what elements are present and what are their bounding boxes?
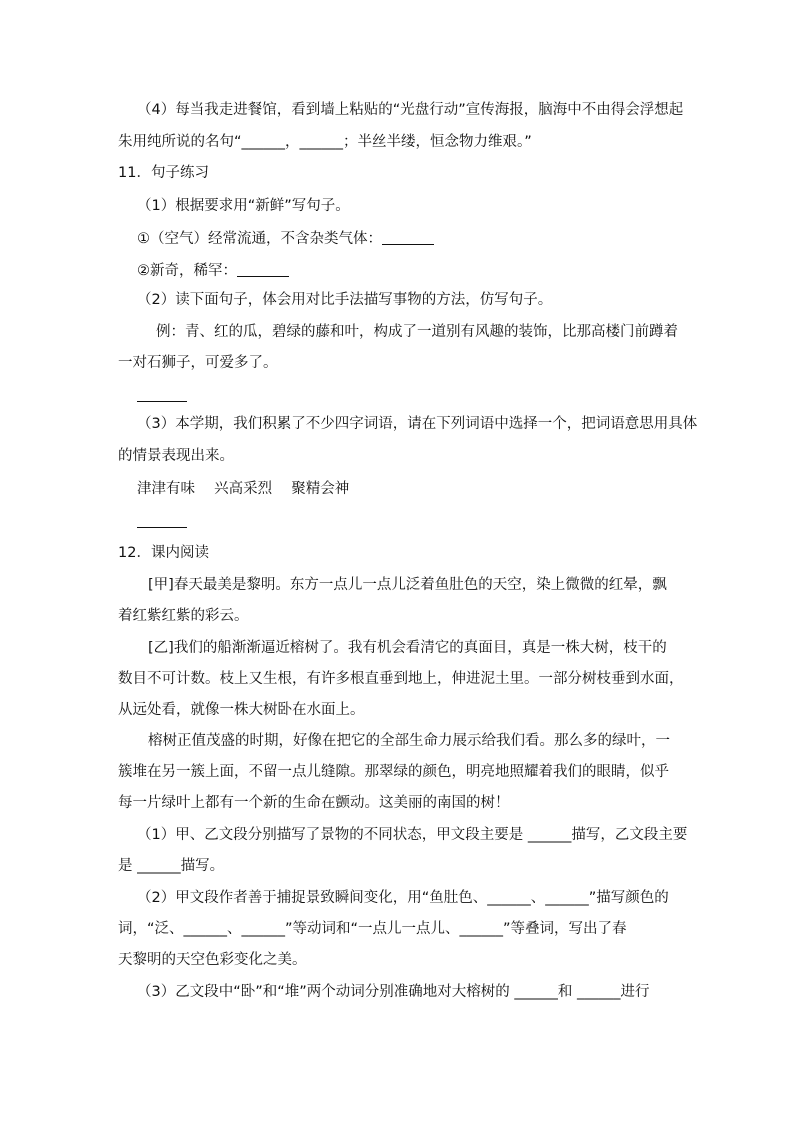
passage-line: 簇堆在另一簇上面，不留一点儿缝隙。那翠绿的颜色，明亮地照耀着我们的眼睛，似乎	[118, 764, 669, 780]
passage-line: [乙]我们的船渐渐逼近榕树了。我有机会看清它的真面目，真是一株大树，枝干的	[148, 640, 667, 656]
passage-line: 榕树正值茂盛的时期，好像在把它的全部生命力展示给我们看。那么多的绿叶，一	[148, 733, 670, 749]
answer-blank[interactable]	[382, 230, 434, 245]
text-line	[137, 261, 289, 281]
text-line: 例：青、红的瓜，碧绿的藤和叶，构成了一道别有风趣的装饰，比那高楼门前蹲着	[156, 324, 678, 340]
passage-line: [甲]春天最美是黎明。东方一点儿一点儿泛着鱼肚色的天空，染上微微的红晕，飘	[148, 577, 667, 593]
text-line: 朱用纯所说的名句“______，______；半丝半缕，恒念物力维艰。”	[118, 134, 532, 150]
passage-line: 着红紫红紫的彩云。	[118, 608, 249, 624]
text-line: 的情景表现出来。	[118, 448, 234, 464]
question-heading: 11．句子练习	[118, 165, 209, 181]
passage-line: 从远处看，就像一株大树卧在水面上。	[118, 702, 365, 718]
question-heading: 12．课内阅读	[118, 545, 209, 561]
answer-blank[interactable]	[137, 513, 187, 528]
text-line: 词，“泛、______、______”等动词和“一点儿一点儿、______”等叠词，写出了春	[118, 921, 627, 937]
text-line: （1）甲、乙文段分别描写了景物的不同状态，甲文段主要是 ______描写，乙文段主要	[137, 827, 688, 843]
answer-line[interactable]	[137, 512, 187, 532]
text-line	[137, 229, 434, 249]
text-line: 天黎明的天空色彩变化之美。	[118, 952, 307, 968]
text-line: （3）乙文段中“卧”和“堆”两个动词分别准确地对大榕树的 ______和 ______进行	[137, 984, 650, 1000]
passage-line: 数目不可计数。枝上又生根，有许多根直垂到地上，伸进泥土里。一部分树枝垂到水面，	[118, 671, 684, 687]
text-span: ②新奇，稀罕：	[137, 263, 237, 279]
answer-blank[interactable]	[137, 387, 187, 402]
text-line: 是 ______描写。	[118, 858, 225, 874]
text-line: （2）甲文段作者善于捕捉景致瞬间变化，用“鱼肚色、______、______”描写颜色的	[137, 890, 669, 906]
text-line: （4）每当我走进餐馆，看到墙上粘贴的“光盘行动”宣传海报，脑海中不由得会浮想起	[137, 102, 684, 118]
text-line: （1）根据要求用“新鲜”写句子。	[137, 198, 350, 214]
passage-line: 每一片绿叶上都有一个新的生命在颤动。这美丽的南国的树！	[118, 795, 510, 811]
text-line: （2）读下面句子，体会用对比手法描写事物的方法，仿写句子。	[137, 292, 553, 308]
word-list: 津津有味 兴高采烈 聚精会神	[137, 481, 350, 497]
answer-line[interactable]	[137, 386, 187, 406]
text-span: ①（空气）经常流通，不含杂类气体：	[137, 231, 382, 247]
answer-blank[interactable]	[237, 262, 289, 277]
text-line: （3）本学期，我们积累了不少四字词语，请在下列词语中选择一个，把词语意思用具体	[137, 416, 698, 432]
text-line: 一对石狮子，可爱多了。	[118, 355, 278, 371]
